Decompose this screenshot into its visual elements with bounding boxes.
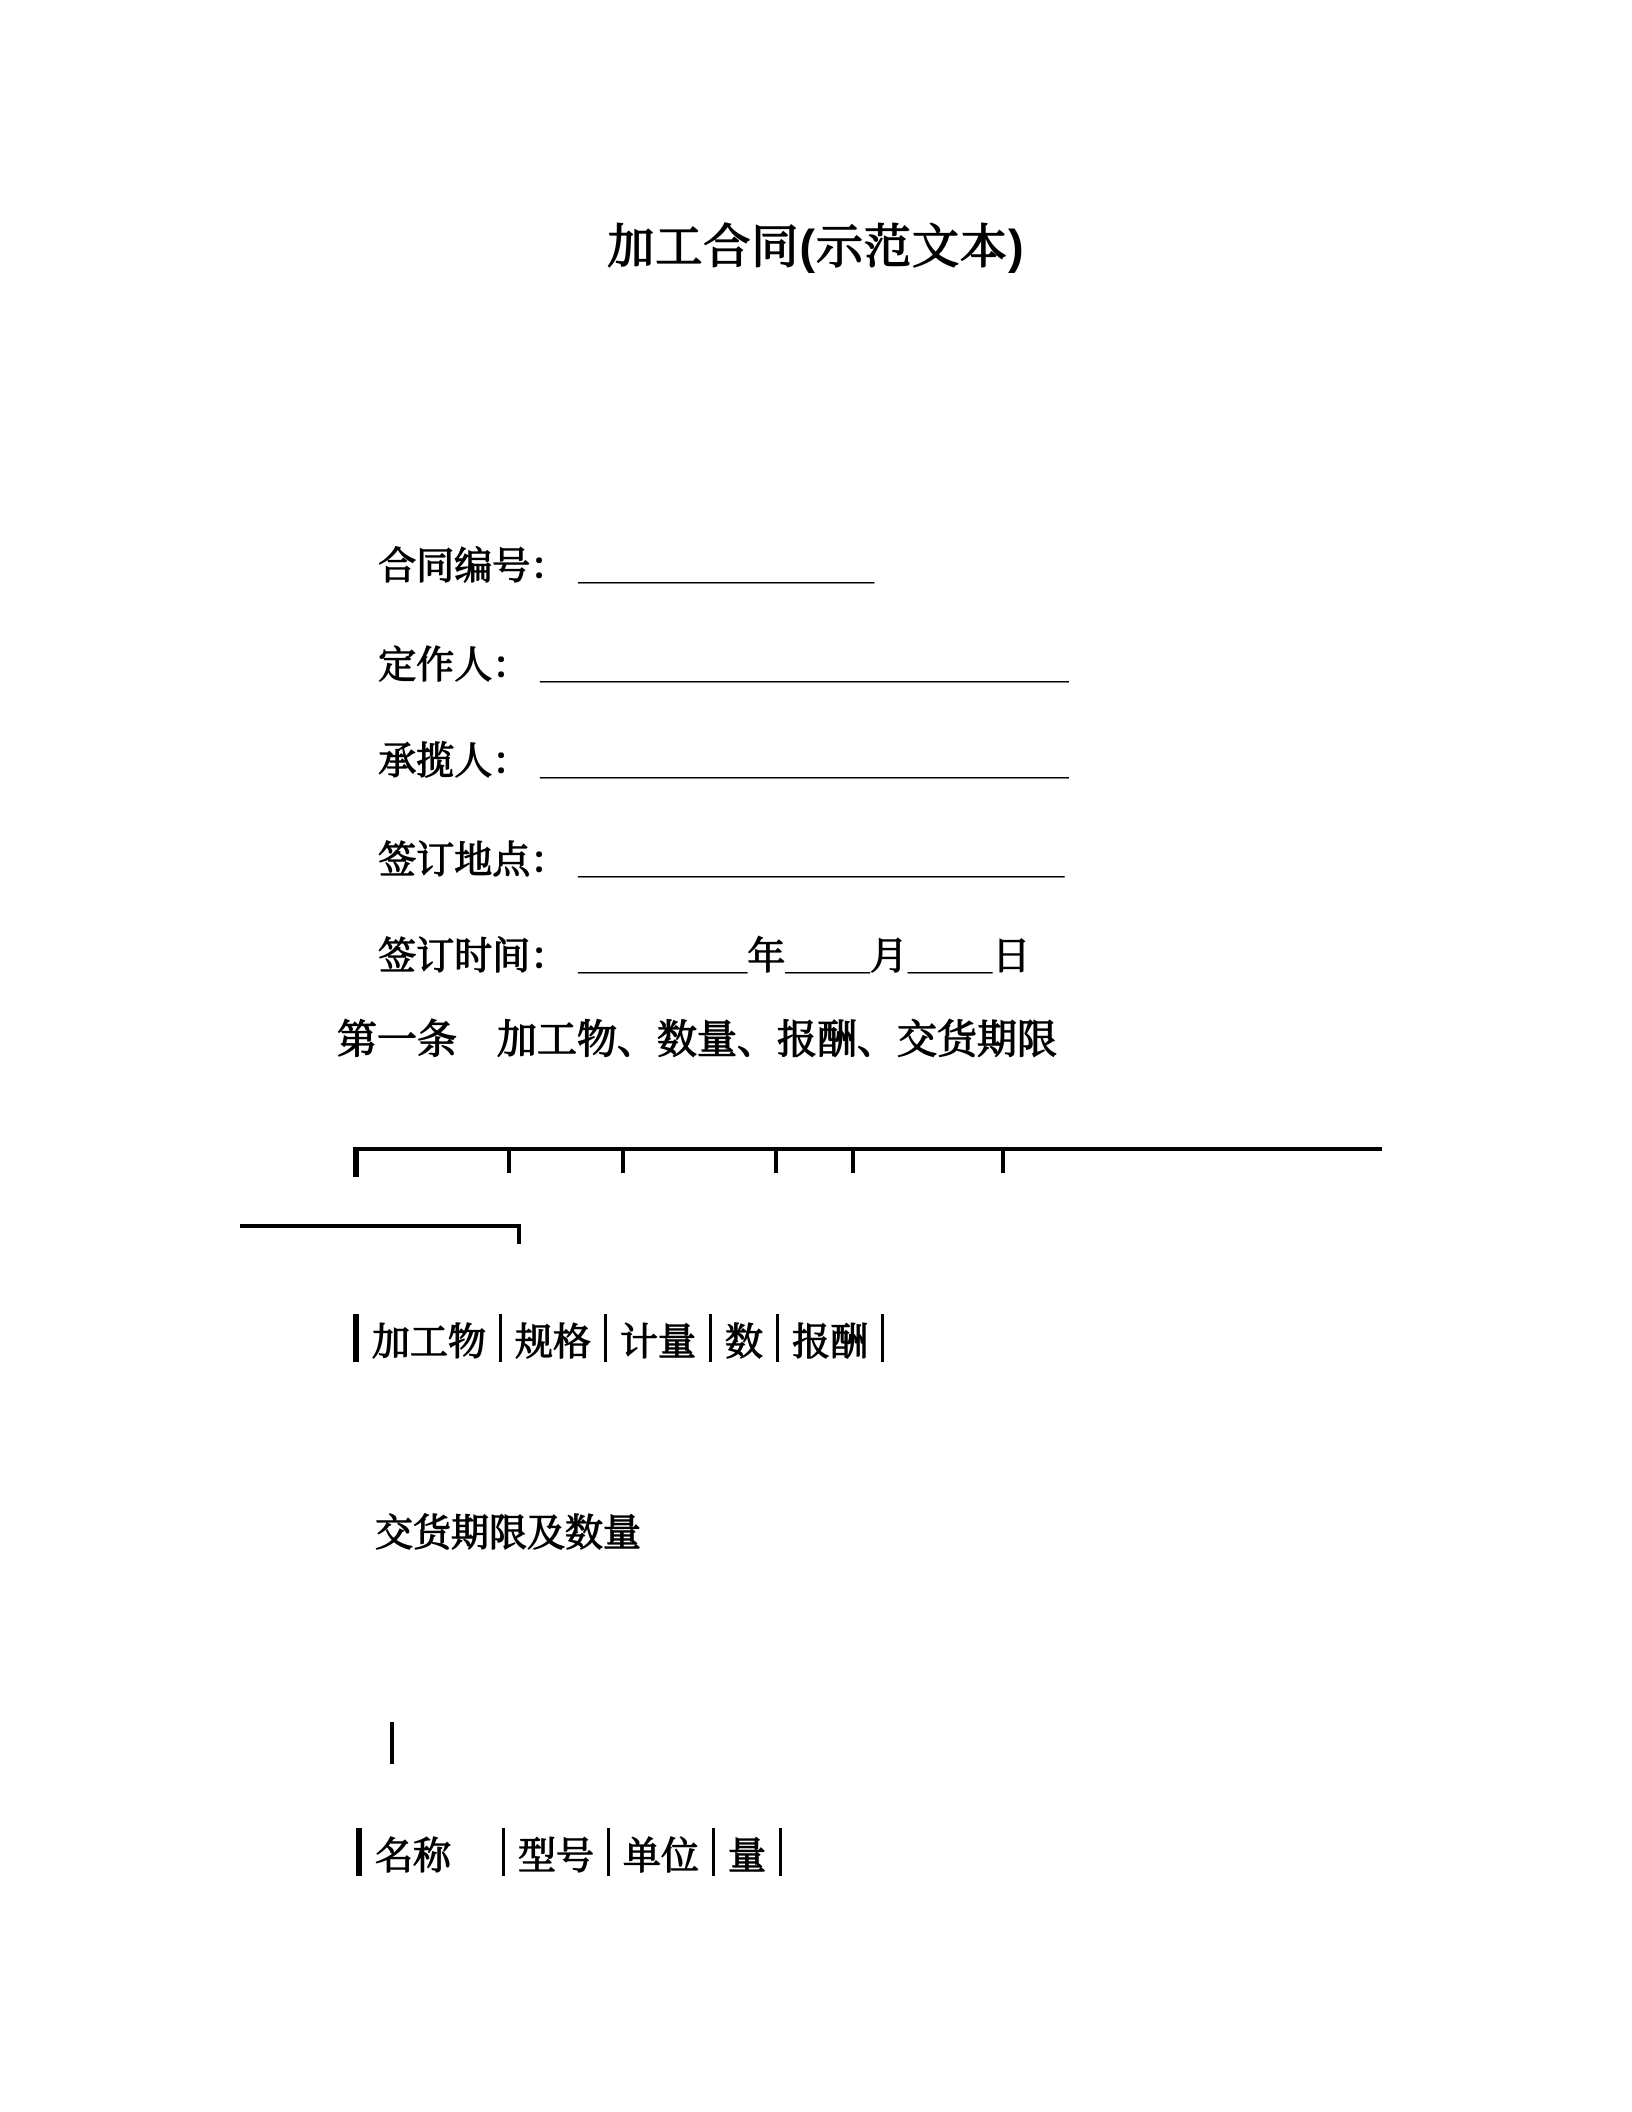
stray-vertical-bar [390,1722,394,1764]
table-border-tick [507,1151,511,1173]
table-border-line-wrapped [240,1224,521,1228]
table-header-cell: 名称 [375,1835,490,1878]
table-header-cell: 计量 [620,1321,697,1364]
table-border-tick [353,1151,359,1177]
table-separator-bar [779,1828,782,1876]
form-field-signing-date [336,889,1030,1026]
delivery-section-heading: 交货期限及数量 [375,1513,642,1555]
table-header-cell: 规格 [515,1321,592,1364]
table-header-cell: 数 [725,1321,764,1364]
table-separator-bar [712,1828,715,1876]
fill-in-blank: _________________________ [540,644,1069,687]
fill-in-blank: ________年____月____日 [578,935,1031,978]
table-border-tick [774,1151,778,1173]
table-header-cell: 加工物 [372,1321,487,1364]
delivery-table-header-row [356,1826,795,1878]
table-separator-bar [604,1314,607,1362]
table-top-border-line [353,1147,1382,1151]
table-border-tick [517,1228,521,1244]
field-label: 合同编号： [378,545,569,588]
table-separator-bar [881,1314,884,1362]
fill-in-blank: _________________________ [540,740,1069,783]
table-border-tick [1001,1151,1005,1173]
table-border-tick [621,1151,625,1173]
table-separator-bar [353,1314,359,1362]
fill-in-blank: ______________ [578,545,875,588]
table-separator-bar [499,1314,502,1362]
fill-in-blank: _______________________ [578,839,1065,882]
field-label: 签订时间： [378,935,569,978]
table-header-cell: 型号 [518,1835,595,1878]
document-title: 加工合同(示范文本) [607,220,1025,273]
field-label: 签订地点： [378,839,569,882]
table-header-cell: 单位 [623,1835,700,1878]
table-separator-bar [356,1828,362,1876]
table-border-tick [851,1151,855,1173]
table-separator-bar [709,1314,712,1362]
table-separator-bar [776,1314,779,1362]
field-label: 承揽人： [378,740,531,783]
table-header-cell: 报酬 [792,1321,869,1364]
goods-table-header-row [353,1312,897,1364]
table-header-cell: 量 [728,1835,767,1878]
field-label: 定作人： [378,644,531,687]
table-separator-bar [502,1828,505,1876]
article-1-heading: 第一条 加工物、数量、报酬、交货期限 [337,1018,1057,1062]
table-separator-bar [607,1828,610,1876]
